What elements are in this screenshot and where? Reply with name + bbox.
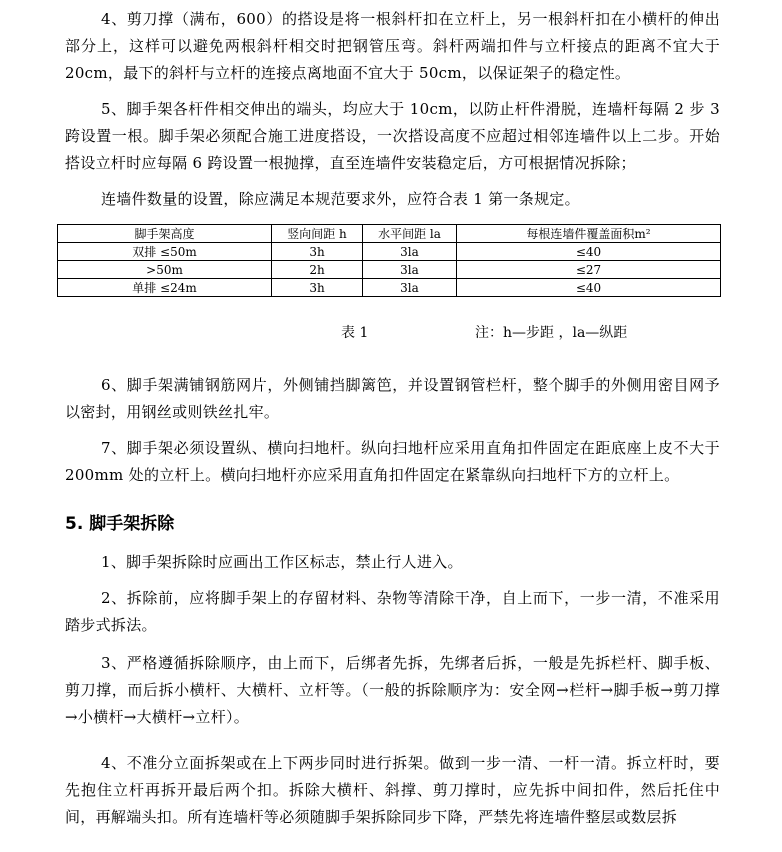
table-cell: 3la xyxy=(363,243,457,261)
section-heading: 5. 脚手架拆除 xyxy=(65,514,175,534)
table-cell: >50m xyxy=(58,261,272,279)
table-cell: 3la xyxy=(363,261,457,279)
paragraph-removal-3: 3、严格遵循拆除顺序，由上而下，后绑者先拆，先绑者后拆，一般是先拆栏杆、脚手板、剪刀撑，而后拆小横杆、大横杆、立杆等。（一般的拆除顺序为：安全网→栏杆→脚手板→剪刀撑→小横杆→大横杆→立杆）。 xyxy=(65,654,720,726)
table-cell: 3h xyxy=(272,243,363,261)
table-header: 每根连墙件覆盖面积m² xyxy=(457,225,721,243)
table-cell: ≤40 xyxy=(457,243,721,261)
table-header: 脚手架高度 xyxy=(58,225,272,243)
table-header: 竖向间距 h xyxy=(272,225,363,243)
table-note: 注：h—步距 ，la—纵距 xyxy=(475,325,628,341)
table-cell: 双排 ≤50m xyxy=(58,243,272,261)
table-caption: 表 1 xyxy=(341,325,369,341)
table-cell: 2h xyxy=(272,261,363,279)
table-row xyxy=(58,279,721,297)
table-row xyxy=(58,261,721,279)
table-cell: ≤40 xyxy=(457,279,721,297)
table-cell: 3h xyxy=(272,279,363,297)
paragraph-item-6: 6、脚手架满铺钢筋网片，外侧铺挡脚篱笆，并设置钢管栏杆，整个脚手的外侧用密目网予以密封，用钢丝或则铁丝扎牢。 xyxy=(65,376,720,421)
paragraph-removal-1: 1、脚手架拆除时应画出工作区标志，禁止行人进入。 xyxy=(101,553,463,571)
paragraph-wall-tie-note: 连墙件数量的设置，除应满足本规范要求外，应符合表 1 第一条规定。 xyxy=(101,190,580,208)
table-header: 水平间距 la xyxy=(363,225,457,243)
paragraph-item-7: 7、脚手架必须设置纵、横向扫地杆。纵向扫地杆应采用直角扣件固定在距底座上皮不大于 200mm 处的立杆上。横向扫地杆亦应采用直角扣件固定在紧靠纵向扫地杆下方的立杆上。 xyxy=(65,439,720,484)
table-cell: ≤27 xyxy=(457,261,721,279)
paragraph-item-4: 4、剪刀撑（满布，600）的搭设是将一根斜杆扣在立杆上，另一根斜杆扣在小横杆的伸出部分上，这样可以避免两根斜杆相交时把钢管压弯。斜杆两端扣件与立杆接点的距离不宜大于 20cm，最下的斜杆与立杆的连接点离地面不宜大于 50cm，以保证架子的稳定性。 xyxy=(65,10,720,82)
paragraph-item-5: 5、脚手架各杆件相交伸出的端头，均应大于 10cm，以防止杆件滑脱，连墙杆每隔 2 步 3 跨设置一根。脚手架必须配合施工进度搭设，一次搭设高度不应超过相邻连墙件以上二步。开始搭设立杆时应每隔 6 跨设置一根抛撑，直至连墙件安装稳定后，方可根据情况拆除； xyxy=(65,100,720,172)
paragraph-removal-2: 2、拆除前，应将脚手架上的存留材料、杂物等清除干净，自上而下，一步一清，不准采用踏步式拆法。 xyxy=(65,589,720,634)
table-cell: 3la xyxy=(363,279,457,297)
table-header-row xyxy=(58,225,721,243)
wall-tie-spec-table xyxy=(57,224,721,297)
paragraph-removal-4: 4、不准分立面拆架或在上下两步同时进行拆架。做到一步一清、一杆一清。拆立杆时，要先抱住立杆再拆开最后两个扣。拆除大横杆、斜撑、剪刀撑时，应先拆中间扣件，然后托住中间，再解端头扣。所有连墙杆等必须随脚手架拆除同步下降，严禁先将连墙件整层或数层拆 xyxy=(65,754,720,826)
table-row xyxy=(58,243,721,261)
table-cell: 单排 ≤24m xyxy=(58,279,272,297)
